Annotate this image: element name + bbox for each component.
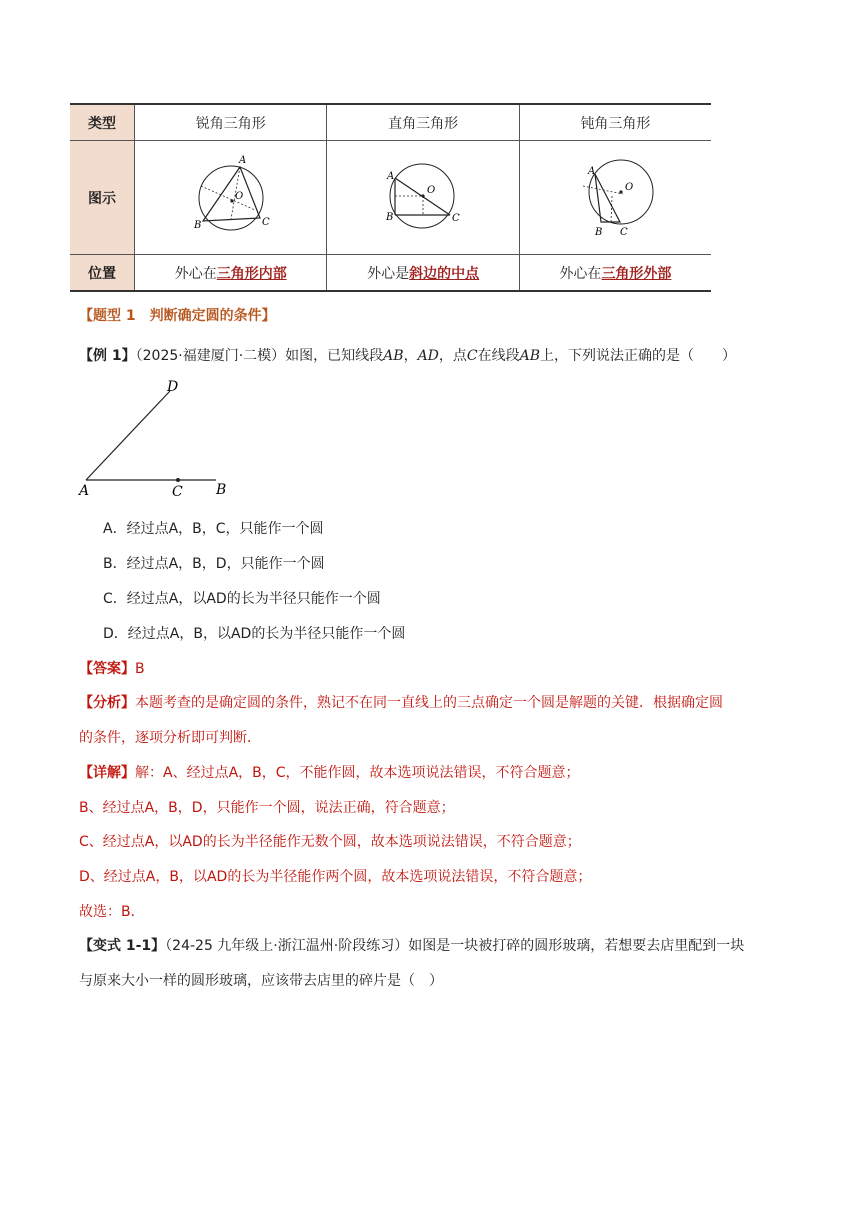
- label-c: C: [452, 212, 460, 224]
- label-b: B: [595, 226, 603, 238]
- segment-figure: [74, 375, 244, 500]
- figure-cell-right: [327, 141, 519, 255]
- option-text: 经过点A，以AD的长为半径只能作一个圆: [126, 591, 381, 607]
- detail-line-2: B、经过点A，B，D，只能作一个圆，说法正确，符合题意；: [79, 800, 455, 816]
- label-o: O: [625, 181, 634, 193]
- label-b: B: [193, 219, 202, 231]
- example-question: [79, 345, 736, 365]
- label-c: C: [172, 484, 183, 500]
- variant-tag: 【变式 1-1】: [79, 938, 166, 954]
- cell-right: 直角三角形: [327, 104, 519, 141]
- figure-cell-acute: [135, 141, 327, 255]
- row-header-type: 类型: [70, 104, 135, 141]
- option-text: 经过点A，B，C，只能作一个圆: [126, 521, 324, 537]
- detail-line-1: [79, 762, 580, 782]
- var-ab: AB: [519, 348, 541, 364]
- answer-line: [79, 658, 145, 678]
- table-row-type: [70, 104, 711, 141]
- option-letter: C．: [103, 591, 127, 607]
- detail-tag: 【详解】: [79, 765, 135, 781]
- label-a: A: [588, 165, 596, 177]
- cell-obtuse: 钝角三角形: [519, 104, 711, 141]
- answer-tag: 【答案】: [79, 661, 135, 677]
- label-o: O: [234, 190, 243, 202]
- example-tag: 【例 1】: [79, 348, 136, 364]
- detail-line-4: D、经过点A，B，以AD的长为半径能作两个圆，故本选项说法错误，不符合题意；: [79, 869, 592, 885]
- option-text: 经过点A，B，以AD的长为半径只能作一个圆: [127, 626, 406, 642]
- position-acute: [135, 255, 327, 292]
- label-a: A: [387, 170, 395, 182]
- position-highlight: 三角形内部: [216, 265, 287, 282]
- option-b: [103, 553, 325, 573]
- detail-line-3: C、经过点A，以AD的长为半径能作无数个圆，故本选项说法错误，不符合题意；: [79, 834, 581, 850]
- label-a: A: [79, 483, 90, 499]
- right-triangle-figure: [373, 146, 473, 246]
- label-b: B: [386, 211, 394, 223]
- var-ad: AD: [417, 348, 439, 364]
- option-c: [103, 588, 381, 608]
- row-header-position: 位置: [70, 255, 135, 292]
- label-a: A: [238, 154, 246, 166]
- analysis-tag: 【分析】: [79, 695, 135, 711]
- label-c: C: [620, 226, 629, 238]
- option-letter: D．: [103, 626, 128, 642]
- position-prefix: 外心在: [174, 265, 217, 282]
- variant-text: （24-25 九年级上·浙江温州·阶段练习）如图是一块被打碎的圆形玻璃，若想要去店里配到一块: [165, 938, 745, 954]
- option-text: 经过点A，B，D，只能作一个圆: [126, 556, 325, 572]
- position-highlight: 三角形外部: [601, 265, 672, 282]
- answer-value: B: [135, 661, 145, 677]
- section-title: 【题型 1 判断确定圆的条件】: [79, 308, 276, 324]
- question-text: 如图，已知线段: [285, 348, 384, 364]
- analysis-line-1: [79, 692, 723, 712]
- option-letter: B．: [103, 556, 127, 572]
- figure-cell-obtuse: [519, 141, 711, 255]
- choose-line: 故选：B．: [79, 904, 145, 920]
- question-text: ，点: [438, 348, 467, 364]
- detail-text: 解：A、经过点A，B，C，不能作圆，故本选项说法错误，不符合题意；: [135, 765, 580, 781]
- table-row-figure: [70, 141, 711, 255]
- var-ab: AB: [383, 348, 404, 364]
- analysis-text: 本题考查的是确定圆的条件，熟记不在同一直线上的三点确定一个圆是解题的关键．根据确定圆: [135, 695, 723, 711]
- position-prefix: 外心在: [559, 265, 602, 282]
- analysis-line-2: 的条件，逐项分析即可判断．: [79, 730, 261, 746]
- option-d: [103, 623, 405, 643]
- circumcenter-table: [70, 103, 711, 292]
- acute-triangle-figure: [181, 146, 281, 246]
- position-prefix: 外心是: [367, 265, 410, 282]
- label-c: C: [261, 216, 270, 228]
- label-o: O: [427, 184, 436, 196]
- question-text: 上，下列说法正确的是（ ）: [540, 348, 737, 364]
- label-d: D: [167, 379, 179, 395]
- label-b: B: [216, 482, 227, 498]
- example-source: （2025·福建厦门·二模）: [135, 348, 286, 364]
- option-a: [103, 518, 324, 538]
- position-highlight: 斜边的中点: [409, 265, 480, 282]
- row-header-figure: 图示: [70, 141, 135, 255]
- position-right: [327, 255, 519, 292]
- table-row-position: [70, 255, 711, 292]
- question-text: ，: [403, 348, 418, 364]
- var-c: C: [466, 348, 478, 364]
- option-letter: A．: [103, 521, 127, 537]
- question-text: 在线段: [477, 348, 520, 364]
- position-obtuse: [519, 255, 711, 292]
- variant-line-1: [79, 935, 744, 955]
- variant-line-2: 与原来大小一样的圆形玻璃，应该带去店里的碎片是（ ）: [79, 973, 443, 989]
- obtuse-triangle-figure: [565, 146, 665, 246]
- cell-acute: 锐角三角形: [135, 104, 327, 141]
